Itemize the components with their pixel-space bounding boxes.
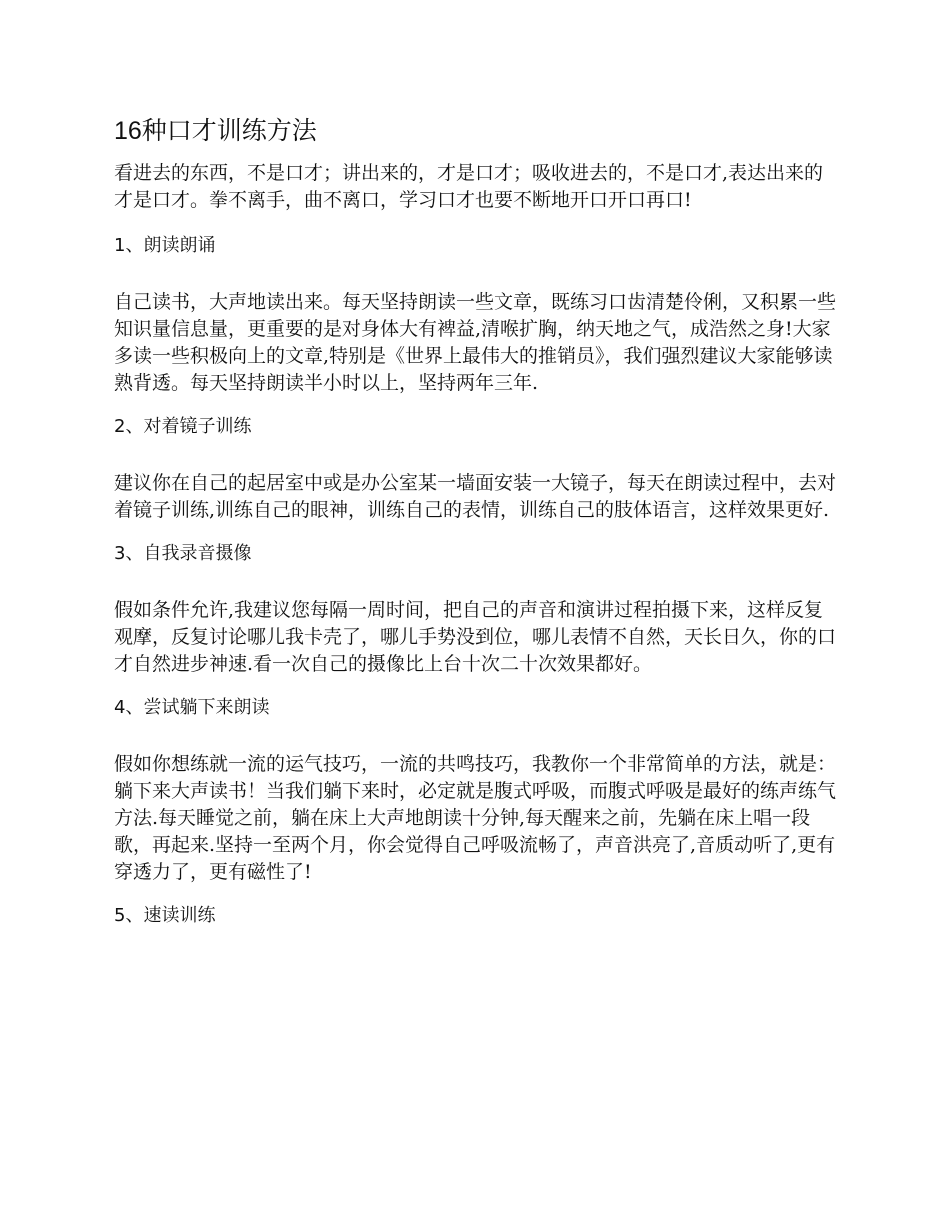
section-body: 建议你在自己的起居室中或是办公室某一墙面安装一大镜子，每天在朗读过程中，去对着镜子训练,训练自己的眼神，训练自己的表情，训练自己的肢体语言，这样效果更好. xyxy=(114,472,837,521)
section-heading: 5、速读训练 xyxy=(114,905,216,926)
section-3 xyxy=(114,541,840,678)
section-heading: 3、自我录音摄像 xyxy=(114,543,252,564)
section-5 xyxy=(114,903,840,929)
section-body: 假如你想练就一流的运气技巧，一流的共鸣技巧，我教你一个非常简单的方法，就是：躺下来大声读书！当我们躺下来时，必定就是腹式呼吸，而腹式呼吸是最好的练声练气方法.每天睡觉之前，躺在床上大声地朗读十分钟,每天醒来之前，先躺在床上唱一段歌，再起来.坚持一至两个月，你会觉得自己呼吸流畅了，声音洪亮了,音质动听了,更有穿透力了，更有磁性了! xyxy=(114,753,837,883)
section-body: 假如条件允许,我建议您每隔一周时间，把自己的声音和演讲过程拍摄下来，这样反复观摩，反复讨论哪儿我卡壳了，哪儿手势没到位，哪儿表情不自然，天长日久，你的口才自然进步神速.看一次自己的摄像比上台十次二十次效果都好。 xyxy=(114,599,837,675)
section-1 xyxy=(114,233,840,397)
section-body: 自己读书，大声地读出来。每天坚持朗读一些文章，既练习口齿清楚伶俐，又积累一些知识量信息量，更重要的是对身体大有裨益,清喉扩胸，纳天地之气，成浩然之身!大家多读一些积极向上的文章,特别是《世界上最伟大的推销员》，我们强烈建议大家能够读熟背透。每天坚持朗读半小时以上，坚持两年三年. xyxy=(114,291,837,394)
section-heading: 4、尝试躺下来朗读 xyxy=(114,697,270,718)
document-page xyxy=(114,114,840,959)
page-title: 16种口才训练方法 xyxy=(114,117,317,145)
section-heading: 2、对着镜子训练 xyxy=(114,416,252,437)
section-heading: 1、朗读朗诵 xyxy=(114,235,216,256)
section-2 xyxy=(114,414,840,524)
section-4 xyxy=(114,695,840,886)
intro-paragraph: 看进去的东西，不是口才；讲出来的，才是口才；吸收进去的，不是口才,表达出来的才是口才。拳不离手，曲不离口，学习口才也要不断地开口开口再口! xyxy=(114,162,824,211)
